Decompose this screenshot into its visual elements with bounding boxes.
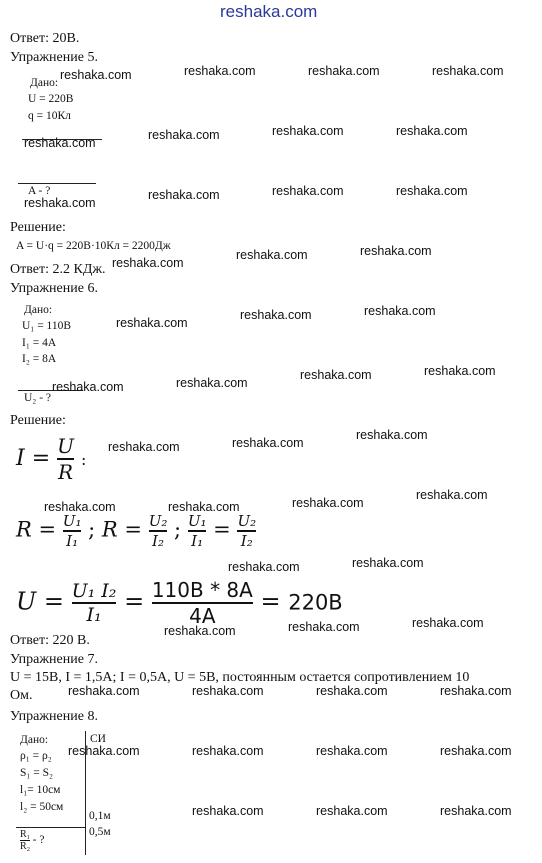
ex8-find-tail: - ? xyxy=(32,833,45,846)
f1-tail: : xyxy=(81,449,87,469)
ex5-find: A - ? xyxy=(28,185,51,197)
ex6-formula-ohm xyxy=(16,434,86,484)
watermark: reshaka.com xyxy=(300,368,372,382)
ex6-title: Упражнение 6. xyxy=(10,281,98,296)
ex8-given-l1: l₁= 10см xyxy=(20,784,61,796)
ex6-given-i1: I₁ = 4А xyxy=(22,337,57,349)
watermark: reshaka.com xyxy=(44,500,116,514)
f2-den2: I₂ xyxy=(152,531,164,550)
ex5-formula: A = U·q = 220В·10Кл = 2200Дж xyxy=(16,240,171,252)
watermark: reshaka.com xyxy=(192,684,264,698)
ex8-find-num: R₁ xyxy=(20,829,31,840)
watermark: reshaka.com xyxy=(68,684,140,698)
watermark: reshaka.com xyxy=(24,196,96,210)
ex8-find xyxy=(20,829,44,852)
watermark: reshaka.com xyxy=(272,184,344,198)
f2-num3: U₁ xyxy=(187,512,207,530)
f3-num2: 110В * 8А xyxy=(151,578,253,602)
ex4-answer: Ответ: 20В. xyxy=(10,31,80,46)
watermark: reshaka.com xyxy=(192,804,264,818)
watermark: reshaka.com xyxy=(316,684,388,698)
watermark: reshaka.com xyxy=(412,616,484,630)
watermark: reshaka.com xyxy=(236,248,308,262)
ex5-title: Упражнение 5. xyxy=(10,50,98,65)
watermark: reshaka.com xyxy=(272,124,344,138)
watermark: reshaka.com xyxy=(440,744,512,758)
f2-den1: I₁ xyxy=(66,531,79,550)
watermark: reshaka.com xyxy=(396,184,468,198)
watermark: reshaka.com xyxy=(228,560,300,574)
f1-lhs: I xyxy=(16,445,25,471)
ex8-title: Упражнение 8. xyxy=(10,709,98,724)
ex8-given-rho: ρ₁ = ρ₂ xyxy=(20,750,52,762)
ex8-si-l2: 0,5м xyxy=(89,826,111,838)
watermark: reshaka.com xyxy=(232,436,304,450)
f2-num2: U₂ xyxy=(148,512,168,530)
ex7-text-line1: U = 15В, I = 1,5А; I = 0,5А, U = 5В, постоянным остается сопротивлением 10 xyxy=(10,670,470,685)
f3-den1: I₁ xyxy=(86,603,102,626)
ex6-given-label: Дано: xyxy=(24,304,53,316)
watermark: reshaka.com xyxy=(364,304,436,318)
watermark: reshaka.com xyxy=(440,804,512,818)
ex6-formula-resistance: R = $\frac{\text{U₁}}{\text{I₁}}$ ; R = $\frac{\text{U₂}}{\text{I₂}}$ ; $\frac{\text{U₁}}{\text{I₁}}$ = $\frac{\text{U₂}}{\text{I₂}}$ xyxy=(16,512,257,550)
watermark: reshaka.com xyxy=(168,500,240,514)
f2-frac3 xyxy=(188,512,207,550)
f3-frac1 xyxy=(72,580,117,626)
f2-sep1: ; xyxy=(88,517,96,542)
f2-sep2: ; xyxy=(174,517,182,542)
watermark: reshaka.com xyxy=(432,64,504,78)
ex6-given-i2: I₂ = 8А xyxy=(22,353,57,365)
f1-fraction xyxy=(57,434,74,484)
ex5-given-q: q = 10Кл xyxy=(28,110,71,122)
ex8-find-den: R₂ xyxy=(20,841,31,852)
watermark: reshaka.com xyxy=(112,256,184,270)
f2-lhs: R xyxy=(16,517,32,542)
site-title[interactable]: reshaka.com xyxy=(220,2,318,21)
ex5-answer: Ответ: 2.2 КДж. xyxy=(10,262,106,277)
watermark: reshaka.com xyxy=(24,136,96,150)
f3-result: 220В xyxy=(288,590,343,615)
ex6-solution-label: Решение: xyxy=(10,413,66,428)
watermark: reshaka.com xyxy=(440,684,512,698)
f3-lhs: U xyxy=(16,587,37,616)
f2-num1: U₁ xyxy=(62,512,82,530)
ex8-find-fraction xyxy=(20,829,30,852)
ex7-title: Упражнение 7. xyxy=(10,652,98,667)
watermark: reshaka.com xyxy=(240,308,312,322)
watermark: reshaka.com xyxy=(176,376,248,390)
ex5-given-label: Дано: xyxy=(30,77,59,89)
ex8-find-divider xyxy=(16,827,86,828)
watermark: reshaka.com xyxy=(316,744,388,758)
watermark: reshaka.com xyxy=(288,620,360,634)
watermark: reshaka.com xyxy=(192,744,264,758)
watermark: reshaka.com xyxy=(352,556,424,570)
f2-den3: I₁ xyxy=(191,531,204,550)
watermark: reshaka.com xyxy=(292,496,364,510)
watermark: reshaka.com xyxy=(416,488,488,502)
watermark: reshaka.com xyxy=(148,188,220,202)
ex8-given-label: Дано: xyxy=(20,734,49,746)
ex8-given-s: S₁ = S₂ xyxy=(20,767,54,779)
f1-den: R xyxy=(58,459,74,484)
f2-frac4 xyxy=(237,512,256,550)
ex5-given-u: U = 220В xyxy=(28,93,74,105)
watermark: reshaka.com xyxy=(424,364,496,378)
watermark: reshaka.com xyxy=(68,744,140,758)
ex6-given-u1: U₁ = 110В xyxy=(22,320,72,332)
ex6-find: U₂ - ? xyxy=(24,392,51,404)
watermark: reshaka.com xyxy=(356,428,428,442)
ex8-si-label: СИ xyxy=(90,733,106,745)
watermark: reshaka.com xyxy=(184,64,256,78)
f3-den2: 4А xyxy=(189,603,216,628)
f1-equals: = xyxy=(31,445,51,471)
ex6-answer: Ответ: 220 В. xyxy=(10,633,90,648)
ex5-find-divider xyxy=(18,183,96,184)
f3-num1: U₁ I₂ xyxy=(71,580,117,602)
f1-num: U xyxy=(57,434,74,458)
ex7-text-line2: Ом. xyxy=(10,688,33,703)
f2-frac1 xyxy=(63,512,82,550)
ex5-solution-label: Решение: xyxy=(10,220,66,235)
watermark: reshaka.com xyxy=(360,244,432,258)
f2-lhs2: R xyxy=(101,517,118,542)
watermark: reshaka.com xyxy=(60,68,132,82)
watermark: reshaka.com xyxy=(116,316,188,330)
watermark: reshaka.com xyxy=(108,440,180,454)
ex8-si-l1: 0,1м xyxy=(89,810,111,822)
f2-frac2 xyxy=(149,512,168,550)
f2-den4: I₂ xyxy=(240,531,253,550)
watermark: reshaka.com xyxy=(52,380,124,394)
watermark: reshaka.com xyxy=(396,124,468,138)
ex8-given-l2: l₂ = 50см xyxy=(20,801,64,813)
watermark: reshaka.com xyxy=(308,64,380,78)
watermark: reshaka.com xyxy=(316,804,388,818)
watermark: reshaka.com xyxy=(148,128,220,142)
f2-num4: U₂ xyxy=(237,512,257,530)
watermark: reshaka.com xyxy=(164,624,236,638)
f3-frac2 xyxy=(152,578,253,628)
ex6-formula-result: U = $\frac{\text{U₁ I₂}}{\text{I₁}}$ = $\frac{110В * 8А}{4А}$ = 220В xyxy=(16,578,343,628)
